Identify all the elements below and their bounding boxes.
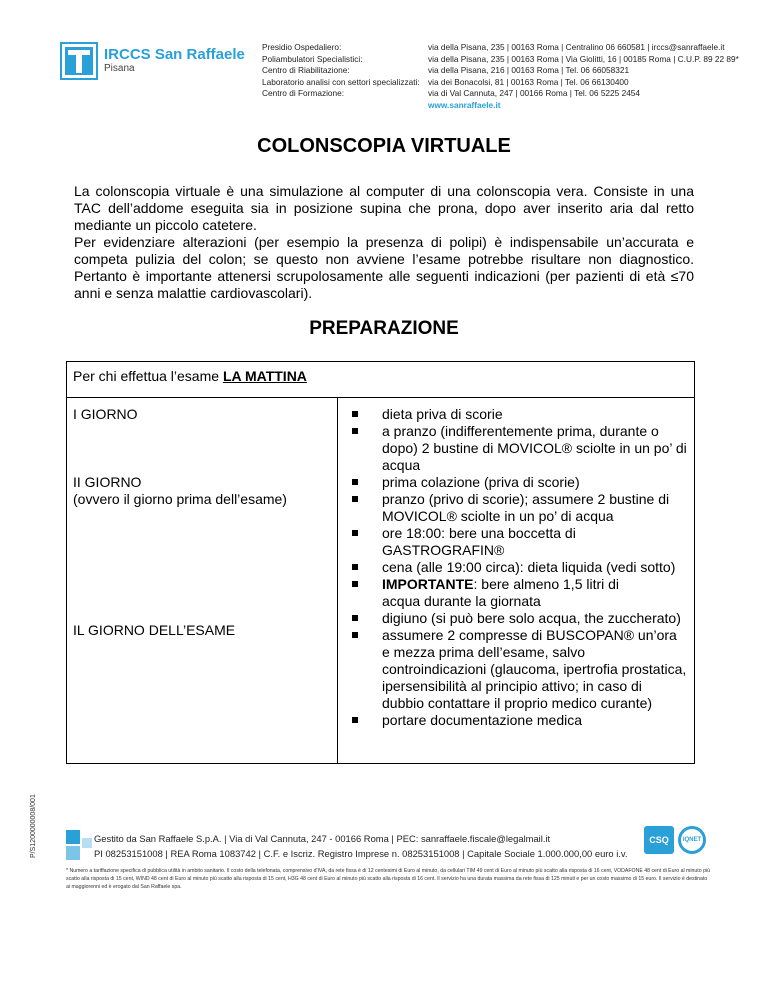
list-item: digiuno (si può bere solo acqua, the zuccherato) [347,610,687,627]
footer-square-icon [82,838,92,848]
header-address: via della Pisana, 216 | 00163 Roma | Tel. 06 66058321 [428,65,630,75]
iqnet-certification-badge: IQNET [678,826,706,854]
intro-text [74,183,694,302]
day2-note: (ovvero il giorno prima dell’esame) [73,491,287,507]
table-header [67,362,694,398]
logo-subtitle: Pisana [104,63,135,74]
footer-square-icon [66,830,80,844]
intro-paragraph: La colonscopia virtuale è una simulazione al computer di una colonscopia vera. Consiste in una TAC dell’addome eseguita sia in posizione supina che prona, dopo aver inserito aria dal retto mediante un piccolo catetere. [74,183,694,233]
important-text: : bere almeno 1,5 litri di [473,576,620,592]
header-addresses [428,42,739,111]
column-divider [337,398,338,763]
footer-square-icon [66,846,80,860]
footer-company-line: Gestito da San Raffaele S.p.A. | Via di Val Cannuta, 247 - 00166 Roma | PEC: sanraffaele.fiscale@legalmail.it [94,833,551,844]
list-item: prima colazione (priva di scorie) [347,474,687,491]
important-text-continued: acqua durante la giornata [382,593,541,609]
header-label: Presidio Ospedaliero: [262,42,342,52]
hospital-logo [60,42,245,80]
list-item: portare documentazione medica [347,712,687,729]
logo-t-icon [60,42,98,80]
footer-registry-line: PI 08253151008 | REA Roma 1083742 | C.F. e Iscriz. Registro Imprese n. 08253151008 | Capitale Sociale 1.000.000,00 euro i.v. [94,848,628,859]
list-item: dieta priva di scorie [347,406,687,423]
header-address: via di Val Cannuta, 247 | 00166 Roma | Tel. 06 5225 2454 [428,88,641,98]
header-address: via della Pisana, 235 | 00163 Roma | Via Giolitti, 16 | 00185 Roma | C.U.P. 89 22 89* [428,53,739,64]
instruction-list [347,406,687,729]
document-code: P/S1200000008/001 [30,794,37,858]
preparation-table [66,361,695,764]
intro-paragraph: Per evidenziare alterazioni (per esempio la presenza di polipi) è indispensabile un’accurata e competa pulizia del colon; se questo non avviene l’esame potrebbe risultare non diagnostico. Pertanto è importante attenersi scrupolosamente alle seguenti indicazioni (per pazienti di età ≤70 anni e senza malattie cardiovascolari). [74,234,694,301]
website-link[interactable]: www.sanraffaele.it [428,99,501,110]
section-title: PREPARAZIONE [309,318,459,339]
day2-label: II GIORNO [73,474,142,490]
day2-label-block [73,474,287,508]
header-label: Centro di Riabilitazione: [262,65,350,75]
list-item-important [347,576,687,610]
footer-note: * Numero a tariffazione specifica di pubblica utilità in ambito sanitario. Il costo della telefonata, comprensivo d'IVA, da rete fissa è di 12 centesimi di Euro al minuto, da cellulari TIM 49 cent di Euro al minuto più scatto alla risposta di 16 cent, VODAFONE 48 cent di Euro al minuto più scatto alla risposta di 15 cent, WIND 48 cent di Euro al minuto più scatto alla risposta di 15 cent, H3G 48 cent di Euro al minuto più scatto alla risposta di 16 cent. Il servizio ha una durata massima da rete fissa di 125 minuti e per un costo massimo di 15 euro. Il servizio è destinato ai maggiorenni ed è erogato dal San Raffaele spa. [66,868,710,890]
list-item: cena (alle 19:00 circa): dieta liquida (vedi sotto) [347,559,687,576]
list-item: a pranzo (indifferentemente prima, durante o dopo) 2 bustine di MOVICOL® sciolte in un po’ di acqua [347,423,687,474]
header-labels [262,42,420,100]
list-item: assumere 2 compresse di BUSCOPAN® un’ora e mezza prima dell’esame, salvo controindicazioni (glaucoma, ipertrofia prostatica, ipersensibilità al principio attivo; in caso di dubbio contattare il proprio medico curante) [347,627,687,712]
table-header-prefix: Per chi effettua l’esame [73,368,223,384]
list-item: pranzo (privo di scorie); assumere 2 bustine di MOVICOL® sciolte in un po’ di acqua [347,491,687,525]
page-title: COLONSCOPIA VIRTUALE [257,135,511,157]
header-label: Centro di Formazione: [262,88,345,98]
day1-label: I GIORNO [73,406,138,422]
header-label: Laboratorio analisi con settori specializzati: [262,76,420,87]
day3-label: IL GIORNO DELL’ESAME [73,622,236,638]
logo-name: IRCCS San Raffaele [104,46,245,63]
table-header-emphasis: LA MATTINA [222,368,307,384]
list-item: ore 18:00: bere una boccetta di GASTROGRAFIN® [347,525,687,559]
csq-certification-badge: CSQ [644,826,674,854]
header-address: via della Pisana, 235 | 00163 Roma | Centralino 06 660581 | irccs@sanraffaele.it [428,42,725,52]
important-label: IMPORTANTE [382,576,474,592]
header-address: via dei Bonacolsi, 81 | 00163 Roma | Tel. 06 66130400 [428,76,629,87]
header-label: Poliambulatori Specialistici: [262,53,363,64]
